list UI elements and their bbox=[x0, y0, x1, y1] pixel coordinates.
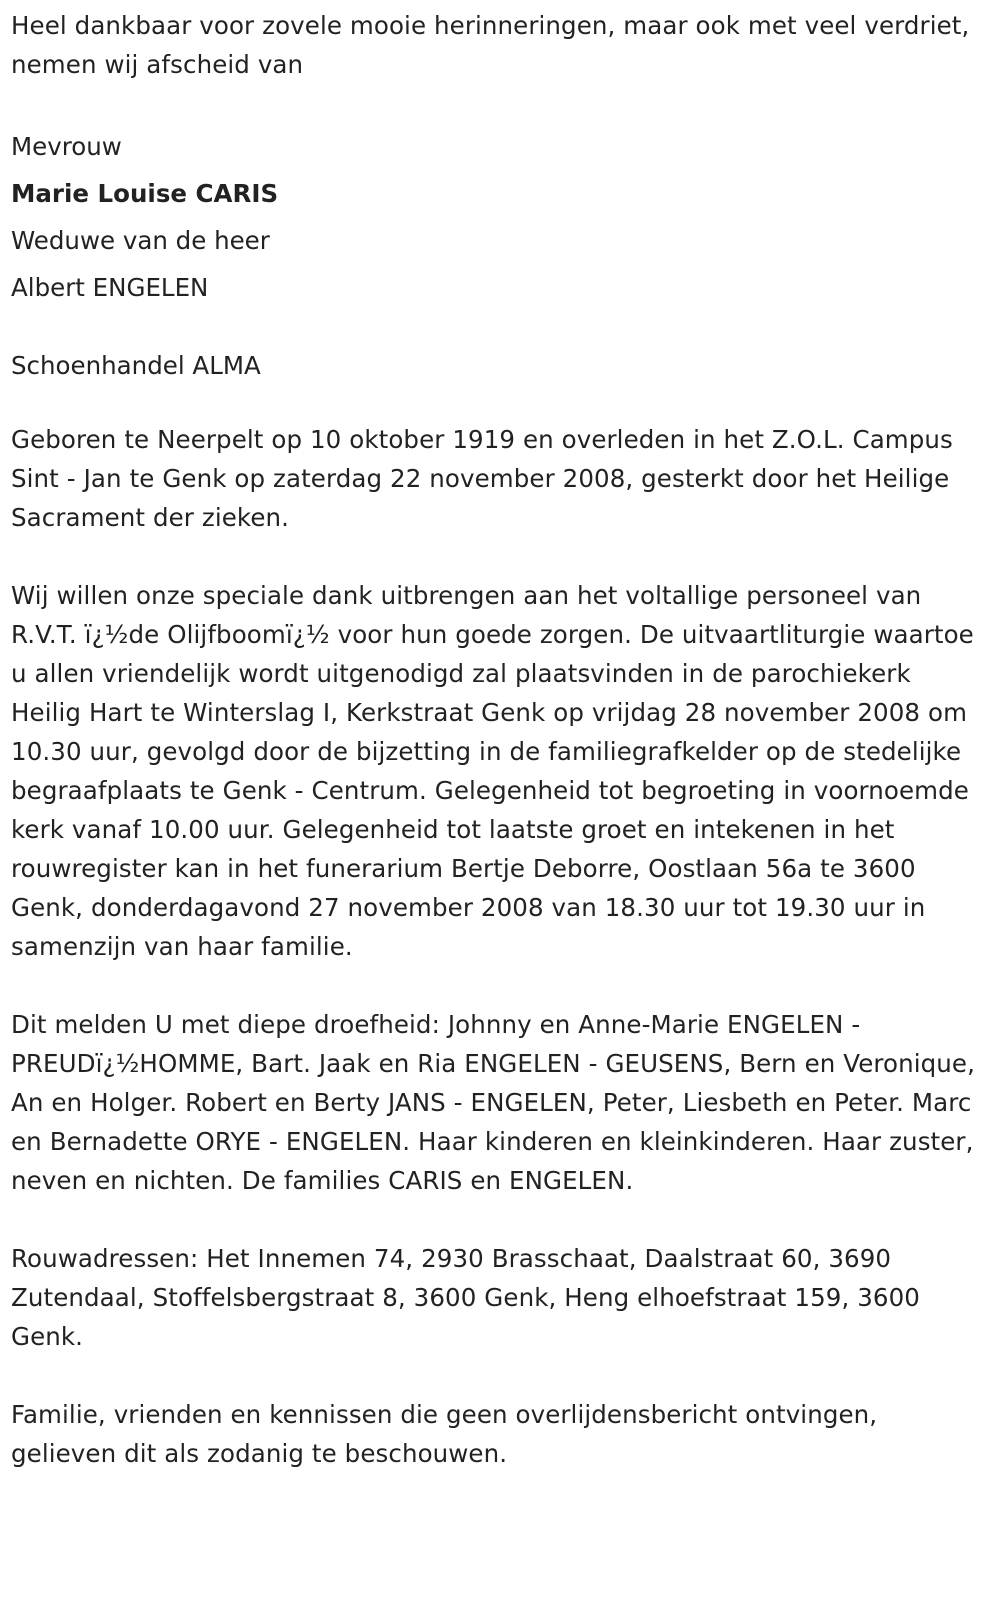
birth-death-paragraph: Geboren te Neerpelt op 10 oktober 1919 en overleden in het Z.O.L. Campus Sint - Jan te Genk op zaterdag 22 november 2008, gesterkt door het Heilige Sacrament der zieken. bbox=[11, 425, 953, 532]
spacer bbox=[11, 537, 988, 576]
closing-paragraph: Familie, vrienden en kennissen die geen overlijdensbericht ontvingen, gelieven dit als zodanig te beschouwen. bbox=[11, 1400, 878, 1468]
title-prefix: Mevrouw bbox=[11, 132, 122, 161]
spacer bbox=[11, 389, 988, 420]
spouse-name: Albert ENGELEN bbox=[11, 273, 209, 302]
addresses-paragraph: Rouwadressen: Het Innemen 74, 2930 Brasschaat, Daalstraat 60, 3690 Zutendaal, Stoffelsbergstraat 8, 3600 Genk, Heng elhoefstraat 159, 3600 Genk. bbox=[11, 1244, 920, 1351]
spacer bbox=[11, 966, 988, 1005]
spacer bbox=[11, 1200, 988, 1239]
deceased-name: Marie Louise CARIS bbox=[11, 179, 279, 208]
spacer bbox=[11, 1356, 988, 1395]
family-paragraph: Dit melden U met diepe droefheid: Johnny en Anne-Marie ENGELEN - PREUDï¿½HOMME, Bart. Jaak en Ria ENGELEN - GEUSENS, Bern en Veronique, An en Holger. Robert en Berty JANS - ENGELEN, Peter, Liesbeth en Peter. Marc en Bernadette ORYE - ENGELEN. Haar kinderen en kleinkinderen. Haar zuster, neven en nichten. De families CARIS en ENGELEN. bbox=[11, 1010, 975, 1195]
intro-paragraph: Heel dankbaar voor zovele mooie herinneringen, maar ook met veel verdriet, nemen wij afscheid van bbox=[11, 11, 970, 79]
spouse-label: Weduwe van de heer bbox=[11, 226, 270, 255]
business-name: Schoenhandel ALMA bbox=[11, 351, 261, 380]
spacer bbox=[11, 311, 988, 342]
spacer bbox=[11, 84, 988, 123]
thanks-funeral-paragraph: Wij willen onze speciale dank uitbrengen aan het voltallige personeel van R.V.T. ï¿½de Olijfboomï¿½ voor hun goede zorgen. De uitvaartliturgie waartoe u allen vriendelijk wordt uitgenodigd zal plaatsvinden in de parochiekerk Heilig Hart te Winterslag I, Kerkstraat Genk op vrijdag 28 november 2008 om 10.30 uur, gevolgd door de bijzetting in de familiegrafkelder op de stedelijke begraafplaats te Genk - Centrum. Gelegenheid tot begroeting in voornoemde kerk vanaf 10.00 uur. Gelegenheid tot laatste groet en intekenen in het rouwregister kan in het funerarium Bertje Deborre, Oostlaan 56a te 3600 Genk, donderdagavond 27 november 2008 van 18.30 uur tot 19.30 uur in samenzijn van haar familie. bbox=[11, 581, 974, 961]
